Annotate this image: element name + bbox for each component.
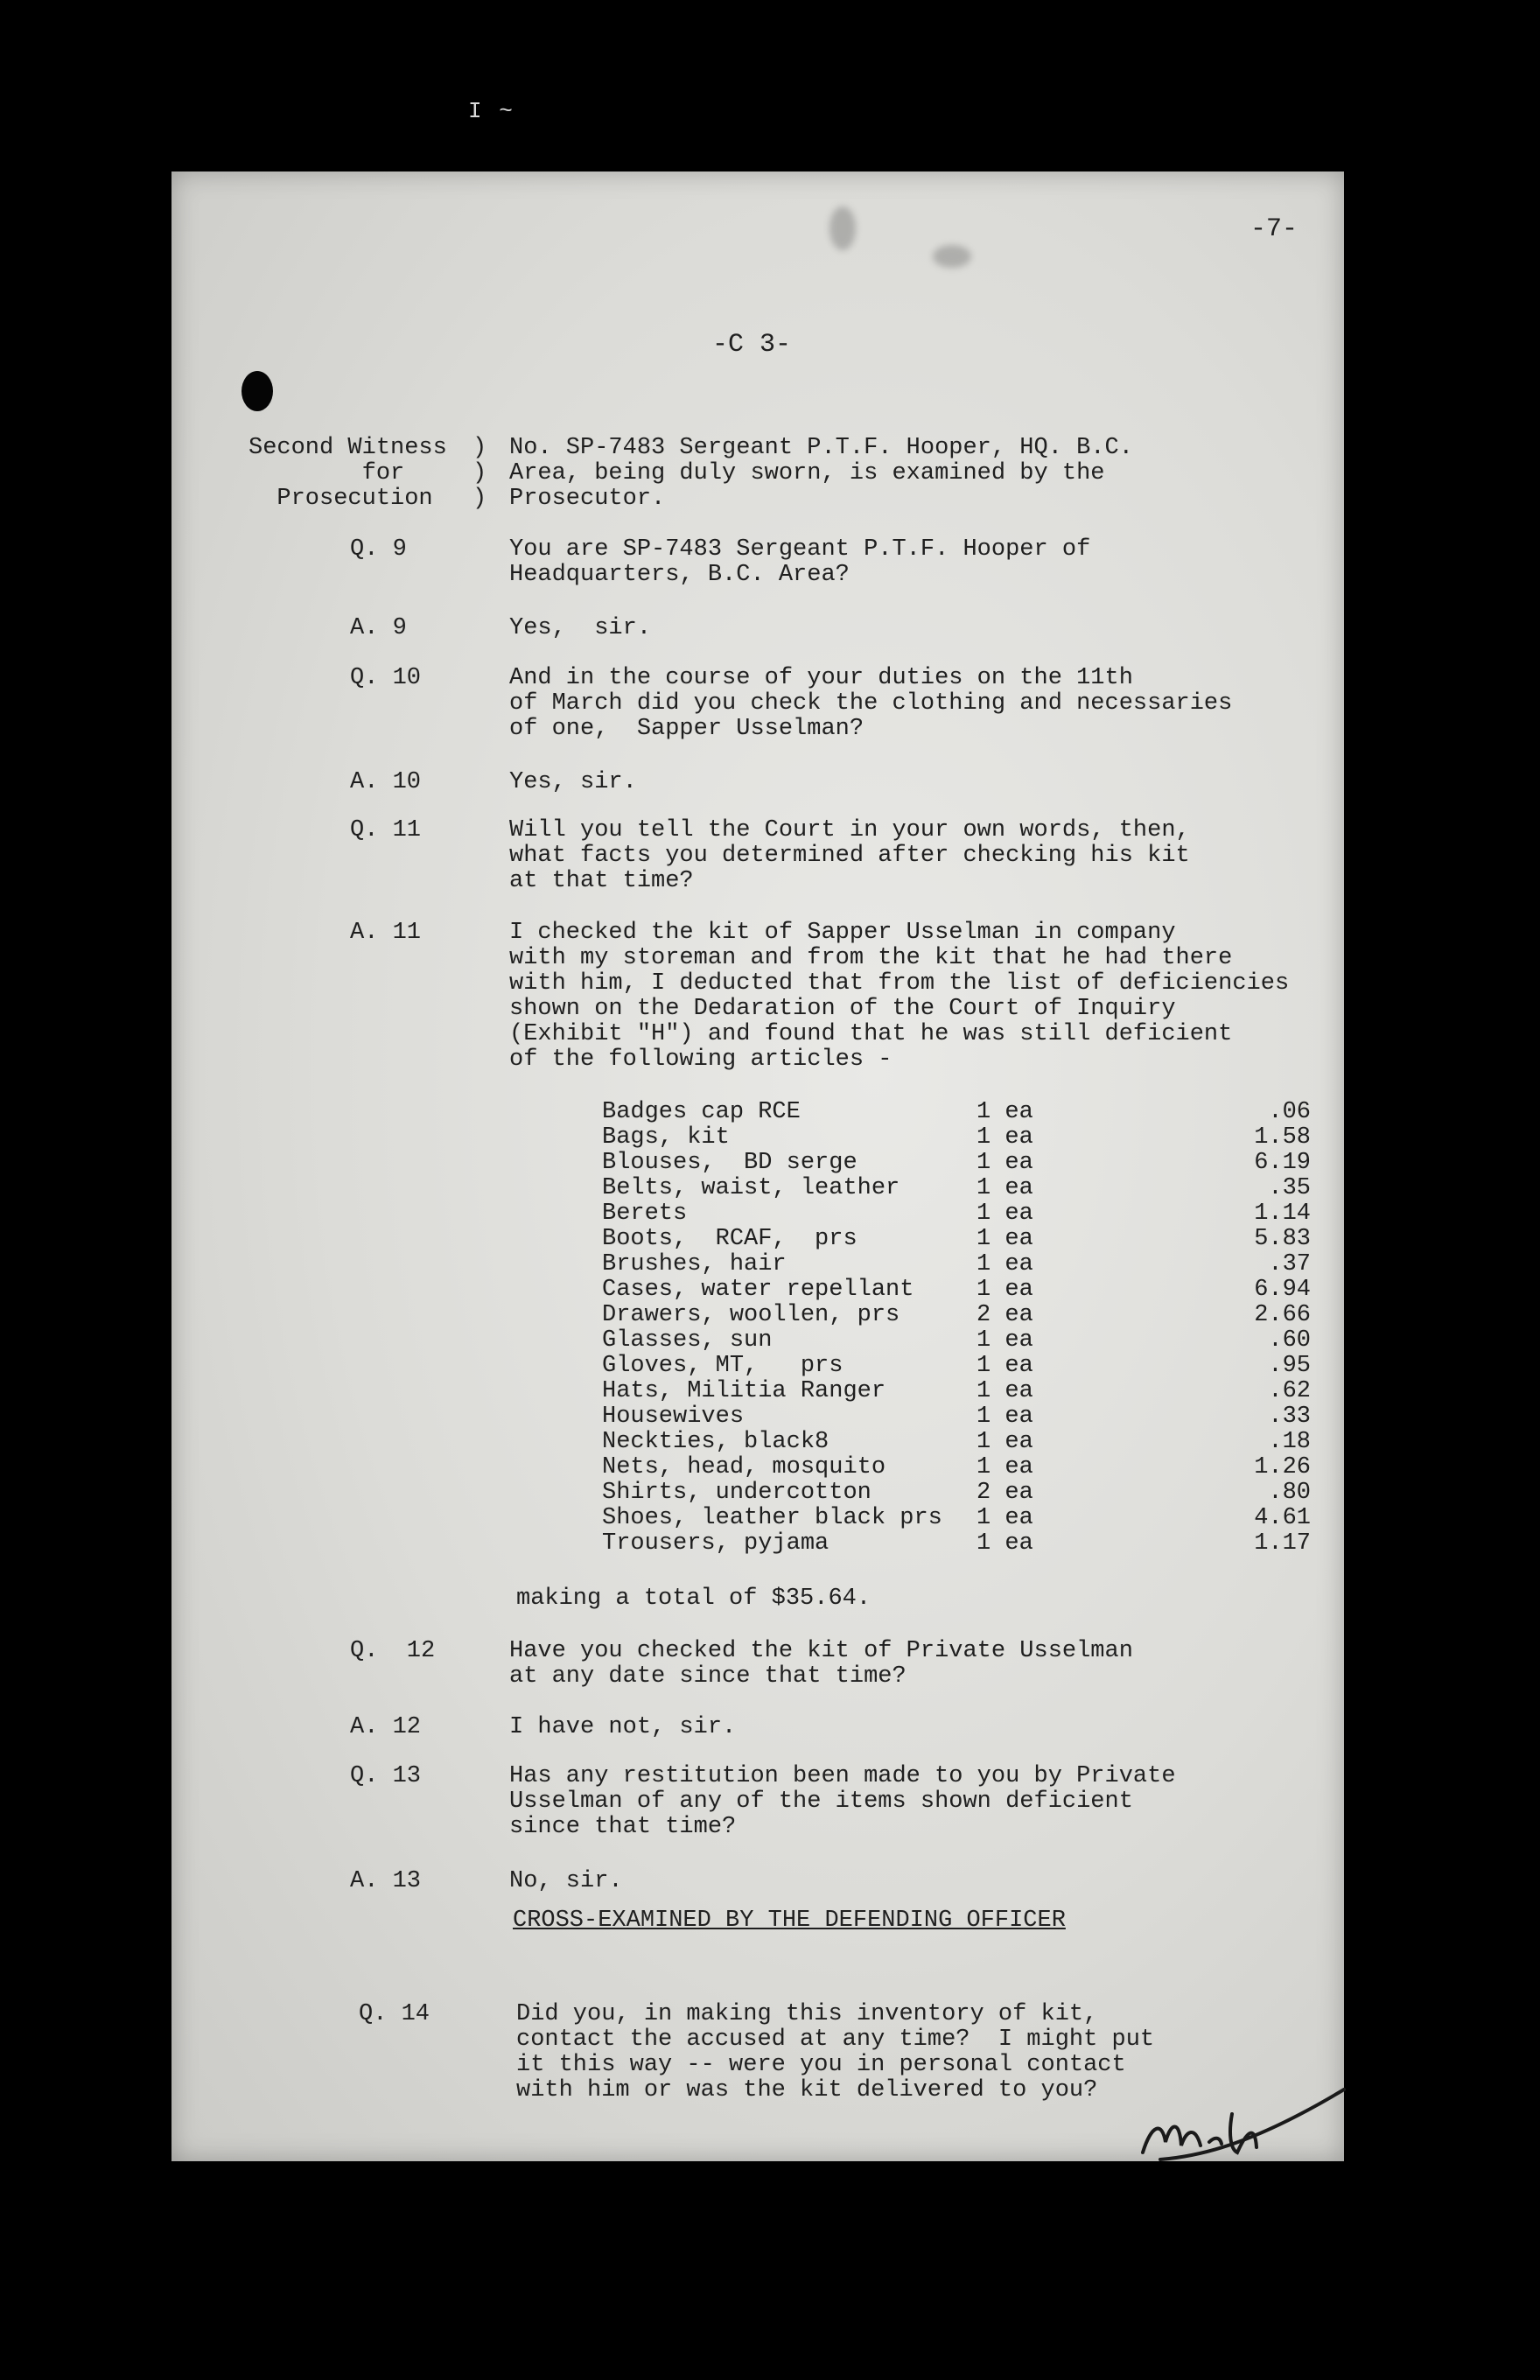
witness-intro: No. SP-7483 Sergeant P.T.F. Hooper, HQ. B.C. Area, being duly sworn, is examined by the Prosecutor. (509, 435, 1133, 512)
top-margin-mark: I ~ (468, 98, 514, 124)
answer-text: I checked the kit of Sapper Usselman in company with my storeman and from the kit that he had there with him, I deducted that from the list of deficiencies shown on the Dedaration of the Court of Inquiry (Exhibit "H") and found that he was still deficient of the following articles - (509, 920, 1290, 1073)
answer-label: A. 12 (350, 1714, 422, 1740)
ink-smudge (830, 206, 856, 250)
witness-brackets: ) ) ) (472, 435, 487, 512)
question-text: Has any restitution been made to you by Private Usselman of any of the items shown deficient since that time? (509, 1763, 1176, 1840)
typed-page (172, 172, 1344, 2161)
answer-text: Yes, sir. (509, 769, 637, 795)
page-number: -7- (1250, 214, 1298, 244)
answer-label: A. 11 (350, 920, 422, 946)
question-label: Q. 9 (350, 536, 407, 563)
question-text: And in the course of your duties on the 11th of March did you check the clothing and necessaries of one, Sapper Usselman? (509, 665, 1233, 742)
question-text: Did you, in making this inventory of kit, contact the accused at any time? I might put it this way -- were you in personal contact with him or was the kit delivered to you? (516, 2001, 1155, 2104)
answer-label: A. 10 (350, 769, 422, 795)
total-line: making a total of $35.64. (516, 1586, 872, 1612)
witness-label: Second Witness for Prosecution (248, 435, 447, 512)
answer-text: Yes, sir. (509, 615, 652, 641)
cross-exam-heading: CROSS-EXAMINED BY THE DEFENDING OFFICER (513, 1908, 1066, 1934)
answer-text: I have not, sir. (509, 1714, 737, 1740)
answer-label: A. 9 (350, 615, 407, 641)
question-label: Q. 12 (350, 1638, 436, 1664)
question-text: Will you tell the Court in your own words, then, what facts you determined after checking his kit at that time? (509, 817, 1190, 894)
answer-label: A. 13 (350, 1868, 422, 1894)
question-label: Q. 13 (350, 1763, 422, 1789)
question-label: Q. 14 (359, 2001, 430, 2027)
ink-smudge (933, 245, 971, 268)
question-text: You are SP-7483 Sergeant P.T.F. Hooper of Headquarters, B.C. Area? (509, 536, 1091, 588)
section-label: -C 3- (712, 330, 792, 360)
signature-initials (1125, 2072, 1353, 2168)
punch-hole (242, 371, 273, 411)
deficient-item-prices: .06 1.58 6.19 .35 1.14 5.83 .37 6.94 2.66 .60 .95 .62 .33 .18 1.26 .80 4.61 1.17 (1254, 1099, 1311, 1557)
question-text: Have you checked the kit of Private Usselman at any date since that time? (509, 1638, 1133, 1690)
deficient-item-names: Badges cap RCE Bags, kit Blouses, BD serge Belts, waist, leather Berets Boots, RCAF, prs Brushes, hair Cases, water repellant Drawers, woollen, prs Glasses, sun Gloves, MT, prs Hats, Militia Ranger Housewives Neckties, black8 Nets, head, mosquito Shirts, undercotton Shoes, leather black prs Trousers, pyjama (602, 1099, 942, 1557)
answer-text: No, sir. (509, 1868, 623, 1894)
question-label: Q. 10 (350, 665, 422, 691)
deficient-item-quantities: 1 ea 1 ea 1 ea 1 ea 1 ea 1 ea 1 ea 1 ea 2 ea 1 ea 1 ea 1 ea 1 ea 1 ea 1 ea 2 ea 1 ea 1 ea (976, 1099, 1033, 1557)
question-label: Q. 11 (350, 817, 422, 844)
